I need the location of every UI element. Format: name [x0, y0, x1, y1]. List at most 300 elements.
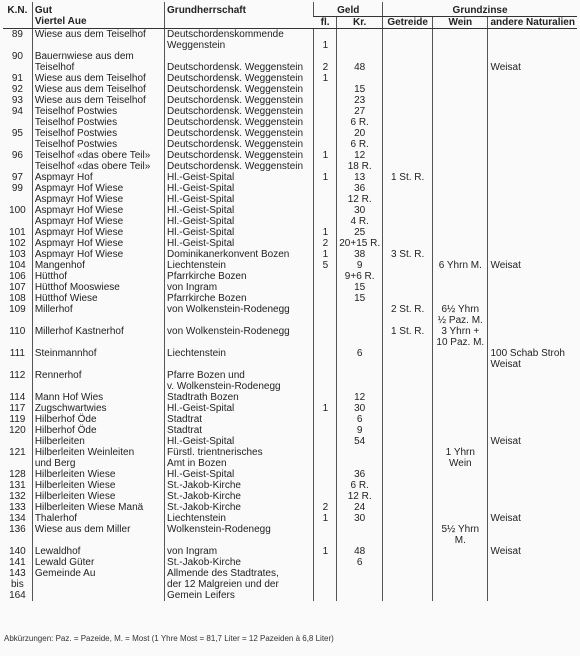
table-row	[3, 227, 577, 238]
cell-fl	[314, 579, 337, 590]
cell-andere-naturalien	[488, 95, 577, 106]
cell-gut: Wiese aus dem Teiselhof	[32, 73, 164, 84]
cell-getreide	[383, 447, 433, 458]
cell-kn: 89	[11, 29, 23, 40]
cell-fl	[314, 348, 337, 359]
cell-kn	[3, 337, 32, 348]
table-row	[3, 282, 577, 293]
cell-kn	[3, 315, 32, 326]
cell-kn: 128	[9, 469, 26, 480]
table-row	[3, 337, 577, 348]
cell-gut: Lewald Güter	[32, 557, 164, 568]
cell-grundherrschaft: von Ingram	[165, 546, 314, 557]
cell-fl	[314, 480, 337, 491]
header-gut	[32, 2, 164, 29]
cell-andere-naturalien: Weisat	[488, 513, 577, 524]
table-row	[3, 469, 577, 480]
cell-fl	[314, 128, 337, 139]
cell-grundherrschaft: St.-Jakob-Kirche	[165, 491, 314, 502]
cell-fl	[314, 161, 337, 172]
cell-wein	[433, 491, 488, 502]
cell-getreide: 1 St. R.	[383, 326, 433, 337]
cell-kr: 20+15 R.	[337, 238, 383, 249]
cell-andere-naturalien	[488, 183, 577, 194]
cell-grundherrschaft: Hl.-Geist-Spital	[165, 194, 314, 205]
cell-wein	[433, 348, 488, 359]
table-row	[3, 249, 577, 260]
cell-gut: Hilberleiten Wiese	[32, 469, 164, 480]
table-row	[3, 183, 577, 194]
cell-kn: 93	[11, 95, 23, 106]
cell-andere-naturalien	[488, 414, 577, 425]
cell-kr: 12	[337, 392, 383, 403]
cell-gut: Hilberleiten Wiese	[32, 491, 164, 502]
cell-andere-naturalien	[488, 392, 577, 403]
cell-gut: Hütthof	[32, 271, 164, 282]
cell-grundherrschaft: Dominikanerkonvent Bozen	[165, 249, 314, 260]
cell-getreide: 2 St. R.	[383, 304, 433, 315]
table-row	[3, 590, 577, 601]
cell-grundherrschaft: Stadtrath Bozen	[165, 392, 314, 403]
table-row	[3, 205, 577, 216]
cell-kr: 18 R.	[337, 161, 383, 172]
cell-wein	[433, 513, 488, 524]
cell-kr: 9	[337, 260, 383, 271]
cell-getreide	[383, 469, 433, 480]
cell-fl	[314, 458, 337, 469]
cell-kn	[3, 117, 32, 128]
header-wein: Wein	[433, 17, 488, 29]
cell-kn: 97	[11, 172, 23, 183]
cell-getreide	[383, 337, 433, 348]
cell-kr: 4 R.	[337, 216, 383, 227]
cell-fl	[314, 491, 337, 502]
cell-kn: 106	[9, 271, 26, 282]
cell-kr	[337, 579, 383, 590]
cell-fl	[314, 370, 337, 381]
cell-wein	[433, 546, 488, 557]
cell-getreide	[383, 370, 433, 381]
cell-getreide	[383, 194, 433, 205]
table-row	[3, 260, 577, 271]
cell-wein	[433, 249, 488, 260]
cell-kr	[337, 458, 383, 469]
cell-kr	[337, 326, 383, 337]
cell-kr: 38	[337, 249, 383, 260]
cell-wein: 1 Yhrn	[433, 447, 488, 458]
table-row	[3, 161, 577, 172]
cell-kn: 112	[9, 370, 26, 381]
cell-wein	[433, 282, 488, 293]
cell-gut: Teiselhof Postwies	[32, 106, 164, 117]
table-row	[3, 568, 577, 579]
cell-gut: Wiese aus dem Teiselhof	[32, 29, 164, 41]
cell-kr: 12 R.	[337, 491, 383, 502]
cell-getreide	[383, 51, 433, 62]
cell-wein	[433, 40, 488, 51]
cell-gut: Hilberleiten Wiese	[32, 480, 164, 491]
table-row	[3, 194, 577, 205]
cell-wein	[433, 84, 488, 95]
cell-wein	[433, 557, 488, 568]
cell-fl: 1	[314, 172, 337, 183]
cell-kn	[3, 139, 32, 150]
cell-andere-naturalien	[488, 579, 577, 590]
cell-fl	[314, 304, 337, 315]
cell-kn	[3, 40, 32, 51]
cell-kr: 15	[337, 84, 383, 95]
cell-kr: 12 R.	[337, 194, 383, 205]
cell-grundherrschaft: von Wolkenstein-Rodenegg	[165, 304, 314, 315]
cell-kn: 108	[9, 293, 26, 304]
cell-wein: 10 Paz. M.	[433, 337, 488, 348]
table-row	[3, 29, 577, 41]
cell-wein: 3 Yhrn +	[433, 326, 488, 337]
cell-kn: 134	[9, 513, 26, 524]
cell-grundherrschaft: von Ingram	[165, 282, 314, 293]
table-row	[3, 458, 577, 469]
cell-getreide	[383, 238, 433, 249]
cell-gut: Wiese aus dem Teiselhof	[32, 84, 164, 95]
cell-grundherrschaft: Deutschordensk. Weggenstein	[165, 95, 314, 106]
table-row	[3, 293, 577, 304]
table-row	[3, 491, 577, 502]
cell-fl	[314, 557, 337, 568]
cell-getreide	[383, 84, 433, 95]
cell-wein	[433, 95, 488, 106]
cell-getreide	[383, 348, 433, 359]
table-row	[3, 359, 577, 370]
cell-grundherrschaft: St.-Jakob-Kirche	[165, 502, 314, 513]
cell-kr: 6	[337, 557, 383, 568]
cell-andere-naturalien	[488, 40, 577, 51]
cell-kr	[337, 29, 383, 41]
cell-gut: Hilberhof Öde	[32, 425, 164, 436]
table-row	[3, 117, 577, 128]
table-row	[3, 172, 577, 183]
cell-fl	[314, 568, 337, 579]
header-kn: K.N.	[3, 2, 32, 29]
cell-gut: Bauernwiese aus dem	[32, 51, 164, 62]
cell-andere-naturalien	[488, 194, 577, 205]
cell-gut: Teiselhof «das obere Teil»	[32, 150, 164, 161]
table-row	[3, 139, 577, 150]
cell-fl: 2	[314, 62, 337, 73]
table-row	[3, 425, 577, 436]
cell-gut	[32, 359, 164, 370]
header-kr: Kr.	[337, 17, 383, 29]
cell-fl	[314, 414, 337, 425]
cell-grundherrschaft: Liechtenstein	[165, 260, 314, 271]
cell-fl	[314, 392, 337, 403]
cell-getreide	[383, 95, 433, 106]
cell-andere-naturalien	[488, 337, 577, 348]
cell-andere-naturalien	[488, 590, 577, 601]
cell-fl	[314, 216, 337, 227]
cell-wein	[433, 392, 488, 403]
cell-fl	[314, 282, 337, 293]
cell-kn: 133	[9, 502, 26, 513]
cell-andere-naturalien	[488, 403, 577, 414]
cell-andere-naturalien	[488, 29, 577, 41]
cell-andere-naturalien	[488, 425, 577, 436]
cell-wein: Wein	[433, 458, 488, 469]
table-body	[3, 29, 577, 602]
cell-getreide	[383, 381, 433, 392]
table-row	[3, 480, 577, 491]
cell-kn: 94	[11, 106, 23, 117]
cell-wein	[433, 73, 488, 84]
cell-wein	[433, 403, 488, 414]
cell-kn: 136	[9, 524, 26, 535]
cell-kr: 9+6 R.	[337, 271, 383, 282]
cell-getreide	[383, 40, 433, 51]
table-row	[3, 414, 577, 425]
cell-andere-naturalien	[488, 238, 577, 249]
cell-fl: 1	[314, 73, 337, 84]
cell-getreide	[383, 535, 433, 546]
cell-grundherrschaft: Deutschordensk. Weggenstein	[165, 161, 314, 172]
table-row	[3, 348, 577, 359]
cell-grundherrschaft: Hl.-Geist-Spital	[165, 469, 314, 480]
table-row	[3, 524, 577, 535]
cell-wein	[433, 469, 488, 480]
cell-getreide	[383, 150, 433, 161]
cell-fl: 2	[314, 238, 337, 249]
cell-fl	[314, 447, 337, 458]
cell-andere-naturalien	[488, 480, 577, 491]
cell-gut: Steinmannhof	[32, 348, 164, 359]
cell-wein	[433, 436, 488, 447]
cell-wein	[433, 117, 488, 128]
table-row	[3, 392, 577, 403]
cell-fl	[314, 326, 337, 337]
cell-kn	[3, 216, 32, 227]
cell-andere-naturalien	[488, 557, 577, 568]
cell-kn: 109	[9, 304, 26, 315]
cell-grundherrschaft: Stadtrat	[165, 414, 314, 425]
cell-kr: 27	[337, 106, 383, 117]
table-row	[3, 381, 577, 392]
table-row	[3, 51, 577, 62]
cell-andere-naturalien	[488, 315, 577, 326]
cell-kn	[3, 458, 32, 469]
cell-kn: 117	[9, 403, 26, 414]
cell-gut: Hütthof Wiese	[32, 293, 164, 304]
table-row	[3, 546, 577, 557]
cell-kr: 13	[337, 172, 383, 183]
cell-getreide	[383, 414, 433, 425]
cell-wein: 5½ Yhrn	[433, 524, 488, 535]
cell-fl	[314, 106, 337, 117]
cell-fl: 1	[314, 227, 337, 238]
table-row	[3, 502, 577, 513]
cell-andere-naturalien	[488, 381, 577, 392]
cell-wein	[433, 590, 488, 601]
cell-gut	[32, 337, 164, 348]
cell-wein	[433, 62, 488, 73]
cell-andere-naturalien	[488, 502, 577, 513]
cell-andere-naturalien	[488, 304, 577, 315]
cell-gut: Gemeinde Au	[32, 568, 164, 579]
cell-gut: Hilberleiten Weinleiten	[32, 447, 164, 458]
cell-getreide	[383, 161, 433, 172]
cell-gut: Aspmayr Hof Wiese	[32, 227, 164, 238]
cell-andere-naturalien	[488, 128, 577, 139]
cell-grundherrschaft: Deutschordensk. Weggenstein	[165, 117, 314, 128]
cell-kn: 95	[11, 128, 23, 139]
cell-andere-naturalien	[488, 568, 577, 579]
header-geld: Geld	[314, 2, 383, 17]
cell-gut: Thalerhof	[32, 513, 164, 524]
cell-grundherrschaft: Hl.-Geist-Spital	[165, 238, 314, 249]
table-row	[3, 40, 577, 51]
cell-andere-naturalien	[488, 150, 577, 161]
cell-kn: 120	[9, 425, 26, 436]
cell-grundherrschaft: Hl.-Geist-Spital	[165, 172, 314, 183]
cell-grundherrschaft: Wolkenstein-Rodenegg	[165, 524, 314, 535]
cell-grundherrschaft: Amt in Bozen	[165, 458, 314, 469]
cell-grundherrschaft: Pfarrkirche Bozen	[165, 271, 314, 282]
cell-getreide	[383, 62, 433, 73]
cell-gut: Aspmayr Hof Wiese	[32, 205, 164, 216]
cell-andere-naturalien: Weisat	[488, 436, 577, 447]
cell-grundherrschaft: Liechtenstein	[165, 513, 314, 524]
cell-fl	[314, 183, 337, 194]
cell-getreide	[383, 590, 433, 601]
cell-andere-naturalien	[488, 524, 577, 535]
cell-wein	[433, 425, 488, 436]
cell-grundherrschaft	[165, 359, 314, 370]
cell-wein	[433, 172, 488, 183]
cell-grundherrschaft: Weggenstein	[165, 40, 314, 51]
cell-kr	[337, 51, 383, 62]
cell-fl	[314, 271, 337, 282]
cell-gut	[32, 579, 164, 590]
cell-kn	[3, 62, 32, 73]
cell-getreide	[383, 205, 433, 216]
cell-getreide: 1 St. R.	[383, 172, 433, 183]
cell-fl: 1	[314, 150, 337, 161]
cell-gut: Aspmayr Hof Wiese	[32, 216, 164, 227]
cell-grundherrschaft	[165, 315, 314, 326]
cell-kn: 90	[11, 51, 23, 62]
cell-gut: Wiese aus dem Miller	[32, 524, 164, 535]
cell-gut: Millerhof Kastnerhof	[32, 326, 164, 337]
cell-wein	[433, 106, 488, 117]
cell-andere-naturalien	[488, 51, 577, 62]
cell-gut: Zugschwartwies	[32, 403, 164, 414]
cell-fl	[314, 84, 337, 95]
cell-kr	[337, 590, 383, 601]
cell-gut: Mann Hof Wies	[32, 392, 164, 403]
cell-getreide	[383, 128, 433, 139]
cell-fl: 1	[314, 403, 337, 414]
table-row	[3, 73, 577, 84]
cell-andere-naturalien	[488, 282, 577, 293]
table-row	[3, 106, 577, 117]
cell-getreide	[383, 359, 433, 370]
cell-andere-naturalien	[488, 106, 577, 117]
cell-andere-naturalien	[488, 271, 577, 282]
cell-andere-naturalien	[488, 161, 577, 172]
cell-fl	[314, 29, 337, 41]
cell-grundherrschaft: Fürstl. trientnerisches	[165, 447, 314, 458]
cell-getreide	[383, 183, 433, 194]
cell-fl	[314, 359, 337, 370]
cell-andere-naturalien	[488, 469, 577, 480]
cell-grundherrschaft: Allmende des Stadtrates,	[165, 568, 314, 579]
cell-andere-naturalien	[488, 447, 577, 458]
table-row	[3, 557, 577, 568]
cell-wein	[433, 359, 488, 370]
cell-andere-naturalien: Weisat	[488, 62, 577, 73]
cell-gut: Aspmayr Hof Wiese	[32, 194, 164, 205]
cell-kn: 132	[9, 491, 26, 502]
cell-kr: 25	[337, 227, 383, 238]
cell-kn: 102	[9, 238, 26, 249]
cell-kn: bis	[11, 579, 24, 590]
cell-grundherrschaft: Pfarrkirche Bozen	[165, 293, 314, 304]
cell-gut: Aspmayr Hof Wiese	[32, 249, 164, 260]
cell-grundherrschaft: v. Wolkenstein-Rodenegg	[165, 381, 314, 392]
cell-kn: 100	[9, 205, 26, 216]
cell-getreide	[383, 282, 433, 293]
cell-kr	[337, 359, 383, 370]
table-row	[3, 84, 577, 95]
cell-fl	[314, 590, 337, 601]
cell-andere-naturalien	[488, 293, 577, 304]
cell-getreide	[383, 227, 433, 238]
cell-wein	[433, 161, 488, 172]
header-fl: fl.	[314, 17, 337, 29]
cell-kr	[337, 524, 383, 535]
cell-andere-naturalien	[488, 458, 577, 469]
cell-wein	[433, 293, 488, 304]
cell-gut: Rennerhof	[32, 370, 164, 381]
cell-gut: Millerhof	[32, 304, 164, 315]
cell-gut	[32, 535, 164, 546]
cell-wein	[433, 150, 488, 161]
cell-fl: 5	[314, 260, 337, 271]
table-row	[3, 326, 577, 337]
cell-wein	[433, 139, 488, 150]
cell-andere-naturalien	[488, 491, 577, 502]
cell-wein	[433, 238, 488, 249]
cell-wein	[433, 128, 488, 139]
table-row	[3, 535, 577, 546]
cell-grundherrschaft: Liechtenstein	[165, 348, 314, 359]
cell-kn: 131	[9, 480, 26, 491]
cell-getreide	[383, 106, 433, 117]
table-row	[3, 579, 577, 590]
cell-kn: 141	[9, 557, 26, 568]
header-grundherrschaft: Grundherrschaft	[165, 2, 314, 29]
cell-grundherrschaft: Stadtrat	[165, 425, 314, 436]
cell-andere-naturalien	[488, 535, 577, 546]
cell-gut: Teiselhof «das obere Teil»	[32, 161, 164, 172]
cell-gut: Aspmayr Hof	[32, 172, 164, 183]
cell-fl	[314, 425, 337, 436]
cell-getreide: 3 St. R.	[383, 249, 433, 260]
table-row	[3, 513, 577, 524]
cell-kr: 20	[337, 128, 383, 139]
cell-getreide	[383, 260, 433, 271]
cell-andere-naturalien	[488, 172, 577, 183]
cell-kn	[3, 161, 32, 172]
cell-getreide	[383, 293, 433, 304]
grundzinse-table	[3, 2, 577, 601]
